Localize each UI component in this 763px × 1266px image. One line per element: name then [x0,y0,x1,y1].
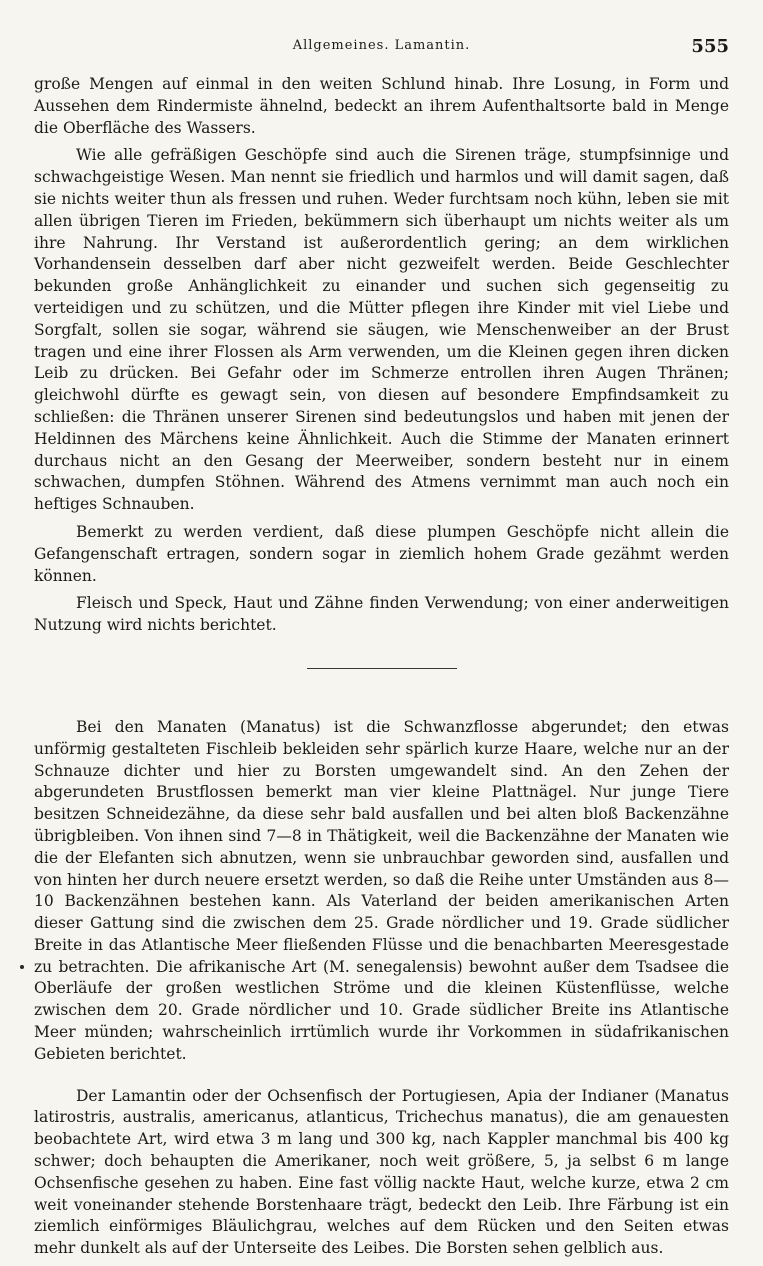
margin-dot [20,965,24,969]
paragraph-gap [34,1072,729,1086]
paragraph-gefangenschaft: Bemerkt zu werden verdient, daß diese plumpen Geschöpfe nicht allein die Gefangenschaft ertragen, sondern sogar in ziemlich hohem Grade gezähmt werden können. [34,522,729,585]
page-number: 555 [691,36,729,57]
paragraph-continuation: große Mengen auf einmal in den weiten Schlund hinab. Ihre Losung, in Form und Aussehen dem Rindermiste ähnelnd, bedeckt an ihrem Aufenthaltsorte bald in Menge die Oberfläche des Wassers. [34,75,729,137]
section-sirenen-verhalten [34,74,729,637]
paragraph-manatus: Bei den Manaten (Manatus) ist die Schwanzflosse abgerundet; den etwas unförmig gestalteten Fischleib bekleiden sehr spärlich kurze Haare, welche nur an der Schnauze dichter und hier zu Borsten umgewandelt sind. An den Zehen der abgerundeten Brustflossen bemerkt man vier kleine Plattnägel. Nur junge Tiere besitzen Schneidezähne, da diese sehr bald ausfallen und bei alten bloß Backenzähne übrigbleiben. Von ihnen sind 7—8 in Thätigkeit, weil die Backenzähne der Manaten wie die der Elefanten sich abnutzen, wenn sie unbrauchbar geworden sind, ausfallen und von hinten her durch neuere ersetzt werden, so daß die Reihe unter Umständen aus 8—10 Backenzähnen bestehen kann. Als Vaterland der beiden amerikanischen Arten dieser Gattung sind die zwischen dem 25. Grade nördlicher und 19. Grade südlicher Breite in das Atlantische Meer fließenden Flüsse und die benachbarten Meeresgestade zu betrachten. Die afrikanische Art (M. senegalensis) bewohnt außer dem Tsadsee die Oberläufe der großen westlichen Ströme und die kleinen Küstenflüsse, welche zwischen dem 20. Grade nördlicher und 10. Grade südlicher Breite ins Atlantische Meer münden; wahrscheinlich irrtümlich wurde ihr Vorkommen in südafrikanischen Gebieten berichtet. [34,717,729,1063]
book-page [34,36,729,1266]
paragraph-nutzung: Fleisch und Speck, Haut und Zähne finden Verwendung; von einer anderweitigen Nutzung wird nichts berichtet. [34,594,729,635]
section-manaten [34,717,729,1260]
section-divider [307,668,457,669]
paragraph-temperament: Wie alle gefräßigen Geschöpfe sind auch die Sirenen träge, stumpfsinnige und schwachgeistige Wesen. Man nennt sie friedlich und harmlos und will damit sagen, daß sie nichts weiter thun als fressen und ruhen. Weder furchtsam noch kühn, leben sie mit allen übrigen Tieren im Frieden, bekümmern sich überhaupt um nichts weiter als um ihre Nahrung. Ihr Verstand ist außerordentlich gering; an dem wirklichen Vorhandensein desselben darf aber nicht gezweifelt werden. Beide Geschlechter bekunden große Anhänglichkeit zu einander und suchen sich gegenseitig zu verteidigen und zu schützen, und die Mütter pflegen ihre Kinder mit viel Liebe und Sorgfalt, sollen sie sogar, während sie säugen, wie Menschenweiber an der Brust tragen und eine ihrer Flossen als Arm verwenden, um die Kleinen gegen ihren dicken Leib zu drücken. Bei Gefahr oder im Schmerze entrollen ihren Augen Thränen; gleichwohl dürfte es gewagt sein, von diesen auf besondere Empfindsamkeit zu schließen: die Thränen unserer Sirenen sind bedeutungslos und haben mit jenen der Heldinnen des Märchens keine Ähnlichkeit. Auch die Stimme der Manaten erinnert durchaus nicht an den Gesang der Meerweiber, sondern besteht nur in einem schwachen, dumpfen Stöhnen. Während des Atmens vernimmt man auch noch ein heftiges Schnauben. [34,146,729,514]
paragraph-lamantin: Der Lamantin oder der Ochsenfisch der Portugiesen, Apia der Indianer (Manatus latirostris, australis, americanus, atlanticus, Trichechus manatus), die am genauesten beobachtete Art, wird etwa 3 m lang und 300 kg, nach Kappler manchmal bis 400 kg schwer; doch behaupten die Amerikaner, noch weit größere, 5, ja selbst 6 m lange Ochsenfische gesehen zu haben. Eine fast völlig nackte Haut, welche kurze, etwa 2 cm weit voneinander stehende Borstenhaare trägt, bedeckt den Leib. Ihre Färbung ist ein ziemlich einförmiges Bläulichgrau, welches auf dem Rücken und den Seiten etwas mehr dunkelt als auf der Unterseite des Leibes. Die Borsten sehen gelblich aus. [34,1086,729,1258]
page-header [34,36,729,64]
running-head: Allgemeines. Lamantin. [292,38,471,53]
